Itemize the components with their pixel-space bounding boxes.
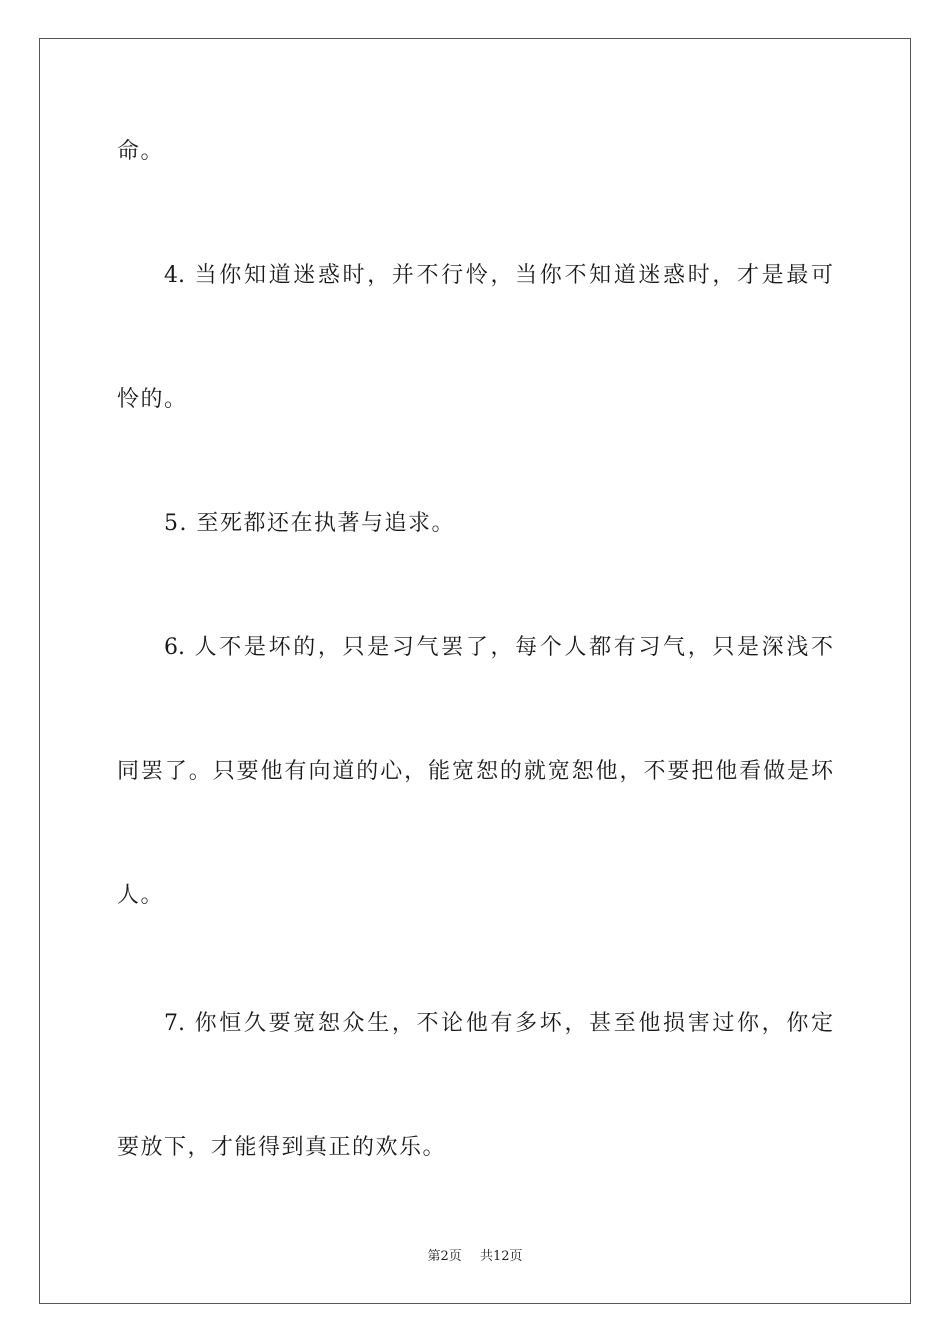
text-line-7: 人。: [117, 883, 165, 908]
text-line-6: 同罢了。只要他有向道的心，能宽恕的就宽恕他，不要把他看做是坏: [117, 759, 833, 784]
text-line-5: 6. 人不是坏的，只是习气罢了，每个人都有习气，只是深浅不: [164, 635, 833, 660]
page-total: 共12页: [479, 1249, 523, 1264]
page-footer: [0, 1248, 950, 1266]
text-line-8: 7. 你恒久要宽恕众生，不论他有多坏，甚至他损害过你，你定: [164, 1011, 833, 1036]
text-line-2: 4. 当你知道迷惑时，并不行怜，当你不知道迷惑时，才是最可: [164, 263, 833, 288]
text-line-1: 命。: [117, 139, 165, 164]
page-border: [39, 38, 911, 1304]
text-line-3: 怜的。: [117, 387, 188, 412]
text-line-4: 5. 至死都还在执著与追求。: [164, 511, 455, 536]
text-line-9: 要放下，才能得到真正的欢乐。: [117, 1135, 447, 1160]
page-number: 第2页: [427, 1249, 462, 1264]
